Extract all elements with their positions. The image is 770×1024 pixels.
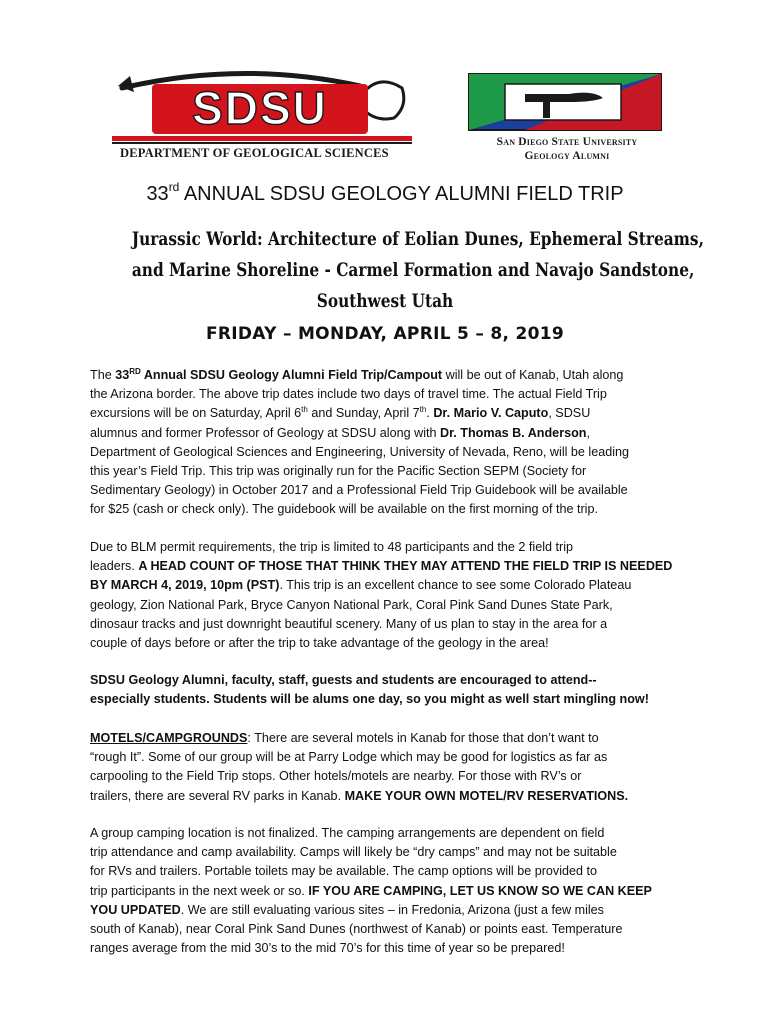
trip-dates: FRIDAY – MONDAY, APRIL 5 – 8, 2019 [205,324,565,344]
annual-heading [0,180,770,206]
annual-suffix: rd [168,180,180,194]
text-line: excursions will be on Saturday, April 6th and Sunday, April 7th. Dr. Mario V. Caputo, SDSU [90,405,591,421]
rock-hammer-head-icon [525,94,569,102]
text-line: this year’s Field Trip. This trip was originally run for the Pacific Section SEPM (Society for [90,464,587,479]
text-line: geology, Zion National Park, Bryce Canyon National Park, Coral Pink Sand Dunes State Park, [90,597,613,612]
camping-paragraph [90,824,690,958]
text-line: The 33RD Annual SDSU Geology Alumni Field Trip/Campout will be out of Kanab, Utah along [90,367,624,382]
department-label: DEPARTMENT OF GEOLOGICAL SCIENCES [120,146,389,160]
shovel-icon [364,82,404,119]
camping-notice: IF YOU ARE CAMPING, LET US KNOW SO WE CAN KEEP [308,883,652,898]
intro-paragraph [90,366,690,520]
alumni-logo-line2: Geology Alumni [524,150,610,162]
alumni-logo-line1: San Diego State University [496,136,638,148]
trip-title [131,224,704,317]
text-line: trailers, there are several RV parks in Kanab. MAKE YOUR OWN MOTEL/RV RESERVATIONS. [90,788,629,803]
head-count-notice: A HEAD COUNT OF THOSE THAT THINK THEY MAY ATTEND THE FIELD TRIP IS NEEDED [138,559,673,574]
text-line: south of Kanab), near Coral Pink Sand Dunes (northwest of Kanab) or points east. Temperature [90,922,623,937]
text-line: Sedimentary Geology) in October 2017 and a Professional Field Trip Guidebook will be available [90,483,628,498]
text-line: the Arizona border. The above trip dates include two days of travel time. The actual Field Trip [90,387,607,402]
trip-title-line: and Marine Shoreline - Carmel Formation and Navajo Sandstone, [131,260,695,281]
motels-heading: MOTELS/CAMPGROUNDS [90,731,248,745]
annual-number: 33 [146,183,169,205]
rock-hammer-handle-icon [543,102,550,118]
text-line: YOU UPDATED. We are still evaluating various sites – in Fredonia, Arizona (just a few miles [90,902,604,917]
text-line: “rough It”. Some of our group will be at Parry Lodge which may be good for logistics as far as [90,750,608,765]
text-line: carpooling to the Field Trip stops. Other hotels/motels are nearby. For those with RV’s or [90,769,582,784]
invitation-paragraph [90,671,690,709]
text-line: especially students. Students will be alums one day, so you might as well start mingling now! [90,692,649,707]
trip-title-line: Jurassic World: Architecture of Eolian Dunes, Ephemeral Streams, [131,229,704,250]
leader-name: Dr. Mario V. Caputo [433,406,549,421]
reservation-notice: MAKE YOUR OWN MOTEL/RV RESERVATIONS. [344,788,629,803]
text-line: couple of days before or after the trip to take advantage of the geology in the area! [90,636,549,651]
annual-heading-text: ANNUAL SDSU GEOLOGY ALUMNI FIELD TRIP [183,183,624,205]
leader-name: Dr. Thomas B. Anderson [440,425,587,440]
event-name: 33RD Annual SDSU Geology Alumni Field Trip/Campout [115,367,443,382]
text-line: for RVs and trailers. Portable toilets may be available. The camp options will be provided to [90,864,598,879]
text-line: alumnus and former Professor of Geology at SDSU along with Dr. Thomas B. Anderson, [90,425,590,440]
text-line: trip participants in the next week or so. IF YOU ARE CAMPING, LET US KNOW SO WE CAN KEEP [90,883,652,898]
permit-paragraph [90,538,690,653]
text-line: Department of Geological Sciences and Engineering, University of Nevada, Reno, will be leading [90,444,630,459]
text-line: ranges average from the mid 30’s to the mid 70’s for this time of year so be prepared! [90,941,565,956]
text-line: leaders. A HEAD COUNT OF THOSE THAT THINK THEY MAY ATTEND THE FIELD TRIP IS NEEDED [90,559,673,574]
black-rule [112,142,412,144]
text-line: A group camping location is not finalized. The camping arrangements are dependent on field [90,826,605,840]
camping-notice: YOU UPDATED [90,902,181,917]
text-line: SDSU Geology Alumni, faculty, staff, guests and students are encouraged to attend-- [90,673,597,687]
red-rule [112,136,412,141]
text-line: MOTELS/CAMPGROUNDS: There are several motels in Kanab for those that don’t want to [90,731,599,745]
text-line: BY MARCH 4, 2019, 10pm (PST). This trip is an excellent chance to see some Colorado Plateau [90,578,632,593]
deadline: BY MARCH 4, 2019, 10pm (PST) [90,578,280,593]
sdsu-geology-logo [112,66,417,166]
text-line: dinosaur tracks and just downright beautiful scenery. Many of us plan to stay in the area for a [90,616,608,631]
text-line: for $25 (cash or check only). The guidebook will be available on the first morning of the trip. [90,502,598,517]
geology-alumni-logo [465,72,665,166]
trip-title-line: Southwest Utah [316,291,454,312]
text-line: trip attendance and camp availability. Camps will likely be “dry camps” and may not be suitable [90,845,617,860]
alumni-flag-graphic [465,72,665,134]
motels-paragraph [90,729,690,806]
text-line: Due to BLM permit requirements, the trip is limited to 48 participants and the 2 field trip [90,540,573,554]
sdsu-wordmark: SDSU [192,82,328,134]
